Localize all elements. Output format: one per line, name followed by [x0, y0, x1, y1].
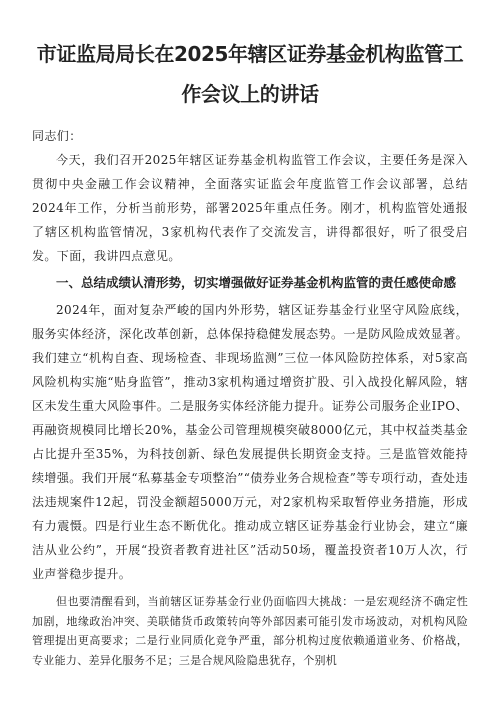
intro-paragraph: 今天，我们召开2025年辖区证券基金机构监管工作会议，主要任务是深入贯彻中央金融工作会议精神，全面落实证监会年度监管工作会议部署，总结2024年工作，分析当前形势，部署2025年重点任务。刚才，机构监管处通报了辖区机构监管情况，3家机构代表作了交流发言，讲得都很好，听了很受启发。下面，我讲四点意见。: [32, 153, 468, 263]
section-1-paragraph-2: 但也要清醒看到，当前辖区证券基金行业仍面临四大挑战：一是宏观经济不确定性加剧，地缘政治冲突、美联储货币政策转向等外部因素可能引发市场波动，对机构风险管理提出更高要求；二是行业同质化竞争严重，部分机构过度依赖通道业务、价格战，专业能力、差异化服务不足；三是合规风险隐患犹存，个别机: [32, 595, 468, 667]
salutation: 同志们：: [32, 129, 82, 143]
section-heading-1: 一、总结成绩认清形势，切实增强做好证券基金机构监管的责任感使命感: [56, 275, 457, 290]
section-1-paragraph: 2024年，面对复杂严峻的国内外形势，辖区证券基金行业坚守风险底线，服务实体经济，深化改革创新，总体保持稳健发展态势。一是防风险成效显著。我们建立“机构自查、现场检查、非现场监测”三位一体风险防控体系，对5家高风险机构实施“贴身监管”，推动3家机构通过增资扩股、引入战投化解风险，辖区未发生重大风险事件。二是服务实体经济能力提升。证券公司服务企业IPO、再融资规模同比增长20%，基金公司管理规模突破8000亿元，其中权益类基金占比提升至35%，为科技创新、绿色发展提供长期资金支持。三是监管效能持续增强。我们开展“私募基金专项整治”“债券业务合规检查”等专项行动，查处违法违规案件12起，罚没金额超5000万元，对2家机构采取暂停业务措施，形成有力震慑。四是行业生态不断优化。推动成立辖区证券基金行业协会，建立“廉洁从业公约”，开展“投资者教育进社区”活动50场，覆盖投资者10万人次，行业声誉稳步提升。: [32, 303, 468, 581]
document-title: 市证监局局长在2025年辖区证券基金机构监管工作会议上的讲话: [36, 42, 464, 106]
